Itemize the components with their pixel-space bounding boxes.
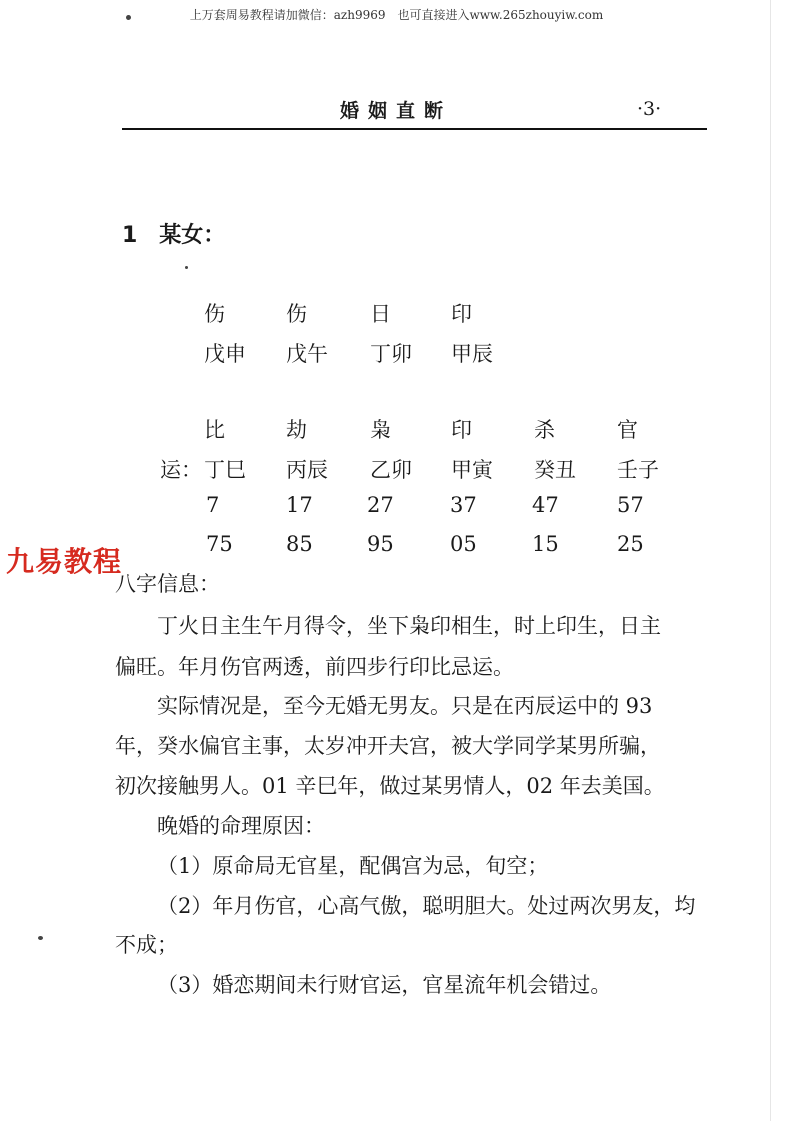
- paragraph-line: 偏旺。年月伤官两透，前四步行印比忌运。: [115, 655, 514, 679]
- luck-pillar: 甲寅: [451, 458, 493, 482]
- luck-label: 枭: [370, 418, 391, 442]
- page-number: ·3·: [637, 98, 662, 120]
- luck-pillar: 癸丑: [534, 458, 576, 482]
- luck-prefix: 运：: [160, 458, 202, 482]
- paragraph-line: 初次接触男人。01 辛巳年，做过某男情人，02 年去美国。: [115, 774, 665, 798]
- luck-label: 官: [617, 418, 638, 442]
- luck-age: 57: [617, 493, 644, 517]
- luck-label: 劫: [286, 418, 307, 442]
- scan-edge-line: [770, 0, 771, 1121]
- luck-pillar: 丁巳: [204, 458, 246, 482]
- scan-speck: [185, 266, 188, 269]
- pillar-label: 伤: [204, 302, 225, 326]
- luck-label: 比: [204, 418, 225, 442]
- paragraph-line: 丁火日主生午月得令，坐下枭印相生，时上印生，日主: [157, 614, 661, 638]
- pillar-label: 印: [451, 302, 472, 326]
- reason-item: （2）年月伤官，心高气傲，聪明胆大。处过两次男友，均: [157, 894, 696, 918]
- pillar-label: 日: [370, 302, 391, 326]
- section-heading: 八字信息：: [115, 572, 220, 596]
- luck-year: 05: [450, 532, 477, 556]
- luck-age: 37: [450, 493, 477, 517]
- luck-age: 47: [532, 493, 559, 517]
- luck-age: 27: [367, 493, 394, 517]
- reason-item: 不成；: [115, 933, 178, 957]
- running-title: 婚姻直断: [340, 100, 453, 122]
- pillar: 甲辰: [451, 342, 493, 366]
- luck-year: 25: [617, 532, 644, 556]
- reason-heading: 晚婚的命理原因：: [157, 814, 325, 838]
- pillar: 丁卯: [370, 342, 412, 366]
- watermark-logo: 九易教程: [6, 545, 123, 578]
- luck-year: 75: [206, 532, 233, 556]
- scan-speck: [38, 936, 43, 940]
- pillar: 戊午: [286, 342, 328, 366]
- luck-label: 杀: [534, 418, 555, 442]
- paragraph-line: 实际情况是，至今无婚无男友。只是在丙辰运中的 93: [157, 694, 653, 718]
- luck-label: 印: [451, 418, 472, 442]
- pillar: 戊申: [204, 342, 246, 366]
- case-title: 1 某女：: [122, 223, 226, 248]
- luck-pillar: 壬子: [617, 458, 659, 482]
- luck-year: 85: [286, 532, 313, 556]
- top-notice: 上万套周易教程请加微信：azh9969 也可直接进入www.265zhouyiw.com: [189, 8, 604, 22]
- luck-pillar: 乙卯: [370, 458, 412, 482]
- paragraph-line: 年，癸水偏官主事，太岁冲开夫宫，被大学同学某男所骗，: [115, 734, 661, 758]
- luck-year: 15: [532, 532, 559, 556]
- reason-item: （3）婚恋期间未行财官运，官星流年机会错过。: [157, 973, 612, 997]
- luck-age: 7: [206, 493, 220, 517]
- luck-pillar: 丙辰: [286, 458, 328, 482]
- luck-age: 17: [286, 493, 313, 517]
- header-rule: [122, 128, 707, 130]
- luck-year: 95: [367, 532, 394, 556]
- pillar-label: 伤: [286, 302, 307, 326]
- reason-item: （1）原命局无官星，配偶宫为忌，旬空；: [157, 854, 549, 878]
